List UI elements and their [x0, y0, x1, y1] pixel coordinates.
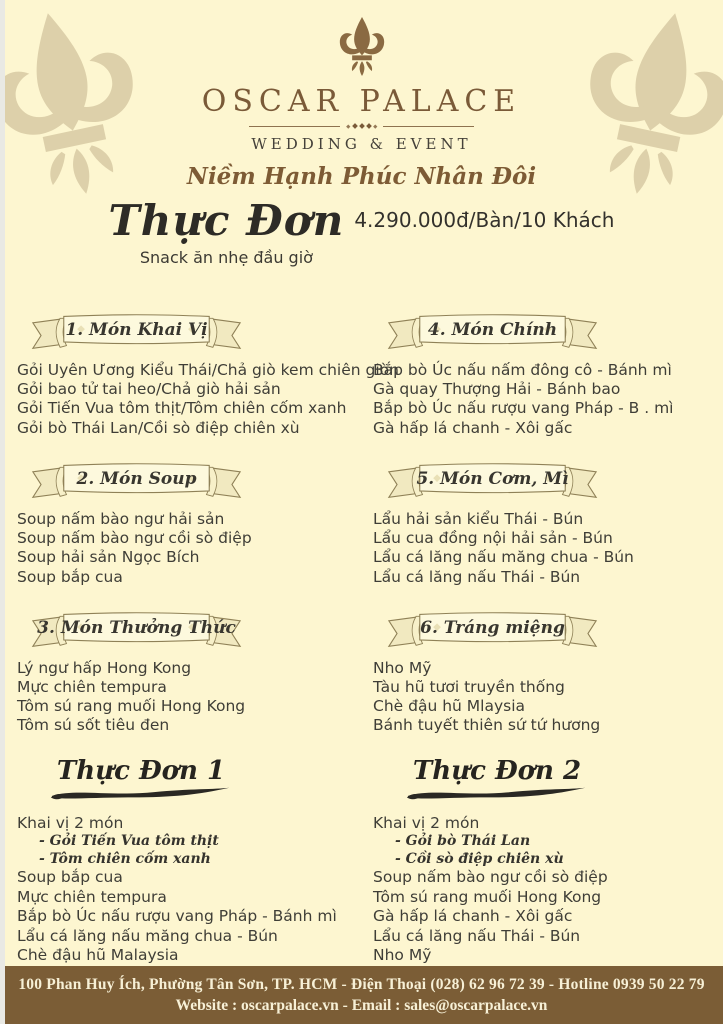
set-menu-subitem: - Tôm chiên cốm xanh: [39, 850, 211, 867]
menu-item: Soup nấm bào ngư cồi sò điệp: [17, 529, 252, 548]
menu-item: Gỏi bao tử tai heo/Chả giò hải sản: [17, 380, 281, 399]
section-banner: [19, 311, 254, 351]
menu-column-left: [11, 311, 399, 966]
set-menu-item: Nho Mỹ: [373, 946, 432, 965]
footer-address-number: 100: [18, 975, 43, 993]
section-banner: [375, 609, 610, 649]
swash-flourish-icon: [46, 786, 236, 800]
menu-item: Bắp bò Úc nấu nấm đông cô - Bánh mì: [373, 361, 672, 379]
menu-price: 4.290.000đ/Bàn/10 Khách: [354, 208, 615, 232]
menu-item: Lẩu cá lăng nấu măng chua - Bún: [373, 548, 634, 567]
set-menu-item: Lẩu cá lăng nấu Thái - Bún: [373, 926, 581, 945]
menu-item: Chè đậu hũ Mlaysia: [373, 697, 526, 716]
menu-item: Bánh tuyết thiên sứ tứ hương: [373, 716, 601, 735]
menu-item: Lẩu cua đồng nội hải sản - Bún: [373, 529, 613, 548]
set-menu-item: Tôm sú rang muối Hong Kong: [373, 887, 602, 906]
brand-name: OSCAR PALACE: [201, 84, 522, 119]
set-menu-item: Soup bắp cua: [17, 868, 123, 887]
fleur-de-lis-logo-icon: [336, 16, 388, 80]
menu-item: Gỏi Uyên Ương Kiểu Thái/Chả giò kem chiên giòn: [17, 361, 399, 379]
section-banner: [19, 460, 254, 500]
set-menu-subitem: - Gỏi Tiến Vua tôm thịt: [39, 833, 219, 850]
menu-item: Mực chiên tempura: [17, 677, 167, 696]
set-menu-item: Mực chiên tempura: [17, 887, 167, 906]
menu-item: Lẩu hải sản kiểu Thái - Bún: [373, 509, 584, 528]
menu-grid: [0, 311, 723, 966]
section-mon-chinh: [367, 311, 712, 438]
section-items: [11, 659, 361, 736]
set-menu-item: Gà hấp lá chanh - Xôi gấc: [373, 907, 573, 926]
set-menu-title: Thực Đơn 1: [56, 755, 226, 786]
menu-item: Gà quay Thượng Hải - Bánh bao: [373, 380, 621, 399]
footer-address-text: Phan Huy Ích, Phường Tân Sơn, TP. HCM - Điện Thoại (028) 62 96 72 39 - Hotline 0939 50 22 79: [46, 975, 705, 993]
brand-divider: [249, 124, 474, 128]
section-items: [367, 510, 712, 587]
set-menu-item: Khai vị 2 món: [373, 813, 480, 832]
menu-item: Gỏi Tiến Vua tôm thịt/Tôm chiên cốm xanh: [17, 399, 347, 418]
section-khai-vi: [11, 311, 399, 438]
menu-item: Lý ngư hấp Hong Kong: [17, 658, 192, 677]
menu-item: Soup hải sản Ngọc Bích: [17, 548, 200, 567]
menu-item: Tôm sú sốt tiêu đen: [17, 716, 170, 735]
footer-website-email: Website : oscarpalace.vn - Email : sales@oscarpalace.vn: [175, 996, 548, 1014]
set-menu-items: [11, 814, 361, 966]
section-soup: [11, 460, 361, 587]
set-menu-title: Thực Đơn 2: [412, 755, 582, 786]
set-menu-subitem: - Cồi sò điệp chiên xù: [395, 850, 564, 867]
section-items: [367, 659, 712, 736]
brand-tagline: Niềm Hạnh Phúc Nhân Đôi: [186, 163, 537, 190]
menu-item: Lẩu cá lăng nấu Thái - Bún: [373, 567, 581, 586]
footer-bar: [0, 966, 723, 1024]
section-items: [11, 510, 361, 587]
menu-item: Gỏi bò Thái Lan/Cồi sò điệp chiên xù: [17, 418, 300, 437]
section-items: [367, 361, 712, 438]
menu-item: Bắp bò Úc nấu rượu vang Pháp - B . mì: [373, 399, 674, 418]
section-title: 3. Món Thưởng Thức: [37, 617, 236, 638]
section-trang-mieng: [367, 609, 712, 736]
scan-edge-artifact: [0, 0, 5, 1024]
section-items: [11, 361, 399, 438]
section-title: 5. Món Cơm, Mì: [416, 468, 569, 489]
divider-ornament-icon: [347, 124, 376, 128]
set-menu-item: Chè đậu hũ Malaysia: [17, 946, 179, 965]
section-title: 2. Món Soup: [76, 468, 197, 489]
menu-title: Thực Đơn: [108, 196, 345, 245]
set-menu-item: Soup nấm bào ngư cồi sò điệp: [373, 868, 608, 887]
section-com-mi: [367, 460, 712, 587]
set-menu-2: [367, 755, 712, 966]
set-menu-subitem: - Gỏi bò Thái Lan: [395, 833, 531, 850]
menu-item: Nho Mỹ: [373, 658, 432, 677]
brand-subtitle: WEDDING & EVENT: [251, 135, 472, 153]
menu-item: Tôm sú rang muối Hong Kong: [17, 697, 246, 716]
menu-item: Soup bắp cua: [17, 567, 123, 586]
footer-address: [0, 976, 723, 994]
section-banner: [375, 311, 610, 351]
set-menu-items: [367, 814, 712, 966]
section-title: 1. Món Khai Vị: [65, 320, 208, 340]
menu-item: Soup nấm bào ngư hải sản: [17, 509, 225, 528]
swash-flourish-icon: [402, 786, 592, 800]
section-title: 6. Tráng miệng: [420, 617, 565, 638]
section-banner: [375, 460, 610, 500]
header: [0, 0, 723, 190]
set-menu-item: Lẩu cá lăng nấu măng chua - Bún: [17, 926, 278, 945]
menu-item: Gà hấp lá chanh - Xôi gấc: [373, 418, 573, 437]
section-banner: [19, 609, 254, 649]
section-thuong-thuc: [11, 609, 361, 736]
set-menu-item: Khai vị 2 món: [17, 813, 124, 832]
set-menu-item: Bắp bò Úc nấu rượu vang Pháp - Bánh mì: [17, 907, 337, 926]
menu-title-row: [0, 196, 723, 267]
menu-item: Tàu hũ tươi truyền thống: [373, 677, 565, 696]
section-title: 4. Món Chính: [427, 320, 558, 340]
set-menu-1: [11, 755, 361, 966]
menu-note: Snack ăn nhẹ đầu giờ: [139, 248, 313, 267]
menu-column-right: [367, 311, 712, 966]
